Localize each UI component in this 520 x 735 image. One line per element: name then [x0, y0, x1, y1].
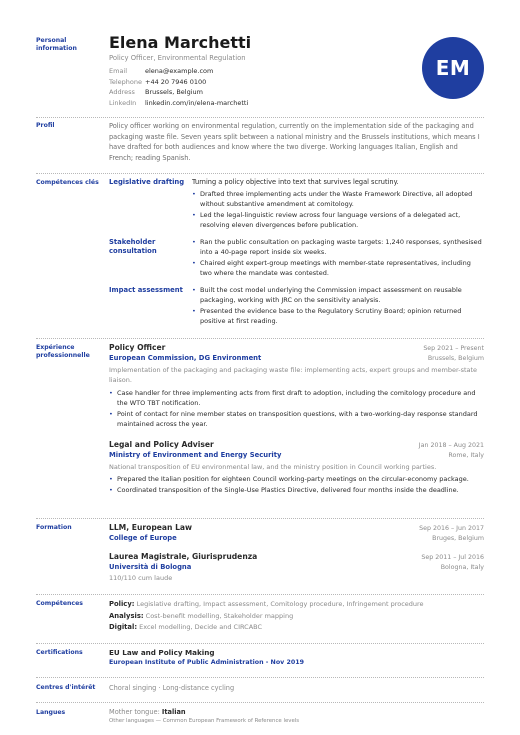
section-label-languages: Langues	[36, 709, 66, 716]
skill-key: Analysis:	[109, 611, 144, 620]
skill-row	[109, 622, 484, 633]
key-skill-bullets	[192, 189, 484, 231]
job-organization: European Commission, DG Environment	[109, 354, 262, 362]
degree: LLM, European Law	[109, 523, 193, 532]
list-item: • Ran the public consultation on packaging waste targets: 1,240 responses, synthesised into a 40-page report inside six weeks.	[192, 237, 484, 258]
education-dates: Sep 2011 – Jul 2016	[421, 554, 484, 561]
skill-row	[109, 599, 484, 610]
education-item	[109, 552, 484, 583]
languages-block	[109, 707, 484, 726]
email-link[interactable]: elena@example.com	[145, 67, 214, 75]
list-item: • Point of contact for nine member states on transposition questions, with a two-working-day response standard maintained across the year.	[109, 409, 484, 430]
job-location: Brussels, Belgium	[427, 355, 484, 362]
person-name: Elena Marchetti	[109, 33, 252, 52]
list-item: • Drafted three implementing acts under the Waste Framework Directive, all adopted without substantive amendment at comitology.	[192, 189, 484, 210]
divider	[36, 677, 484, 678]
divider	[36, 594, 484, 595]
experience-item	[109, 343, 484, 429]
section-label-key-skills: Compétences clés	[36, 179, 99, 186]
contact-linkedin: LinkedIn linkedin.com/in/elena-marchetti	[109, 98, 249, 107]
certification-item	[109, 648, 484, 668]
job-bullets	[109, 388, 484, 430]
section-label-experience: Expérience professionnelle	[36, 344, 90, 359]
job-location: Rome, Italy	[448, 452, 484, 459]
job-dates: Sep 2021 – Present	[423, 345, 484, 352]
skill-row	[109, 611, 484, 622]
skill-value: Cost-benefit modelling, Stakeholder mapping	[145, 611, 294, 620]
job-role: Policy Officer	[109, 343, 166, 352]
divider	[36, 338, 484, 339]
degree: Laurea Magistrale, Giurisprudenza	[109, 552, 258, 561]
section-label-profile: Profil	[36, 122, 55, 129]
section-label-certifications: Certifications	[36, 649, 83, 656]
education-note: 110/110 cum laude	[109, 574, 173, 582]
contact-address: Address Brussels, Belgium	[109, 88, 203, 96]
divider	[36, 173, 484, 174]
mother-tongue-value: Italian	[161, 708, 186, 716]
list-item: • Chaired eight expert-group meetings with member-state representatives, including two where the mandate was contested.	[192, 258, 484, 279]
mother-tongue	[109, 707, 484, 717]
job-bullets	[109, 474, 484, 495]
section-label-interests: Centres d'intérêt	[36, 684, 96, 691]
certification-name: EU Law and Policy Making	[109, 648, 215, 657]
divider	[36, 518, 484, 519]
skill-value: Legislative drafting, Impact assessment, Comitology procedure, Infringement procedure	[136, 600, 424, 608]
job-organization: Ministry of Environment and Energy Security	[109, 451, 282, 459]
list-item: • Led the legal-linguistic review across four language versions of a delegated act, resolving eleven divergences before publication.	[192, 210, 484, 231]
experience-item	[109, 440, 484, 495]
other-languages-note: Other languages — Common European Framework of Reference levels	[109, 718, 300, 724]
avatar-monogram: EM	[435, 56, 471, 80]
education-location: Bologna, Italy	[440, 564, 484, 571]
list-item: • Case handler for three implementing acts from first draft to adoption, including the comitology procedure and the WTO TBT notification.	[109, 388, 484, 409]
avatar	[422, 37, 484, 99]
section-label-education: Formation	[36, 524, 72, 531]
job-title: Policy Officer, Environmental Regulation	[109, 54, 246, 62]
profile-text: Policy officer working on environmental regulation, currently on the implementation side of the packaging and packaging waste file. Seven years split between a national ministry and the Brussels institutions, which means I have drafted for both audiences and know where the two diverge. Working languages Italian, English and French; reading Spanish.	[109, 122, 480, 162]
key-skill-bullets	[192, 237, 484, 279]
certification-issuer: European Institute of Public Administration - Nov 2019	[109, 659, 304, 666]
skill-value: Excel modelling, Decide and CIRCABC	[139, 623, 263, 631]
contact-telephone: Telephone +44 20 7946 0100	[109, 77, 207, 86]
interests-text: Choral singing · Long-distance cycling	[109, 684, 235, 692]
education-dates: Sep 2016 – Jun 2017	[419, 525, 484, 532]
divider	[36, 702, 484, 703]
education-item	[109, 523, 484, 543]
job-dates: Jan 2018 – Aug 2021	[418, 442, 484, 449]
list-item: • Coordinated transposition of the Single-Use Plastics Directive, delivered four months inside the deadline.	[109, 485, 484, 495]
divider	[36, 643, 484, 644]
job-summary: Implementation of the packaging and packaging waste file: implementing acts, expert groups and member-state liaison.	[109, 366, 478, 385]
list-item: • Prepared the Italian position for eighteen Council working-party meetings on the circular-economy package.	[109, 474, 484, 484]
key-skill-name: Impact assessment	[109, 286, 183, 294]
key-skills-intro: Turning a policy objective into text that survives legal scrutiny.	[192, 178, 399, 186]
key-skill-name: Legislative drafting	[109, 178, 185, 186]
list-item: • Built the cost model underlying the Commission impact assessment on reusable packaging, working with JRC on the sensitivity analysis.	[192, 285, 484, 306]
section-label-skills: Compétences	[36, 600, 83, 607]
school: College of Europe	[109, 534, 177, 542]
key-skill-bullets	[192, 285, 484, 327]
key-skill-name: Stakeholder consultation	[109, 238, 157, 255]
mother-tongue-label: Mother tongue:	[109, 708, 160, 716]
address-value: Brussels, Belgium	[145, 88, 203, 96]
skills-list	[109, 599, 484, 633]
skill-key: Digital:	[109, 623, 138, 631]
job-role: Legal and Policy Adviser	[109, 440, 214, 449]
contact-email: Email elena@example.com	[109, 67, 214, 75]
contact-list	[109, 66, 248, 108]
school: Università di Bologna	[109, 563, 192, 571]
education-location: Bruges, Belgium	[432, 535, 484, 542]
section-label-personal: Personal information	[36, 37, 77, 52]
linkedin-link[interactable]: linkedin.com/in/elena-marchetti	[145, 98, 249, 107]
telephone-value: +44 20 7946 0100	[145, 77, 207, 86]
job-summary: National transposition of EU environmental law, and the ministry position in Council working parties.	[109, 463, 437, 471]
list-item: • Presented the evidence base to the Regulatory Scrutiny Board; opinion returned positive at first reading.	[192, 306, 484, 327]
divider	[36, 117, 484, 118]
skill-key: Policy:	[109, 600, 135, 608]
